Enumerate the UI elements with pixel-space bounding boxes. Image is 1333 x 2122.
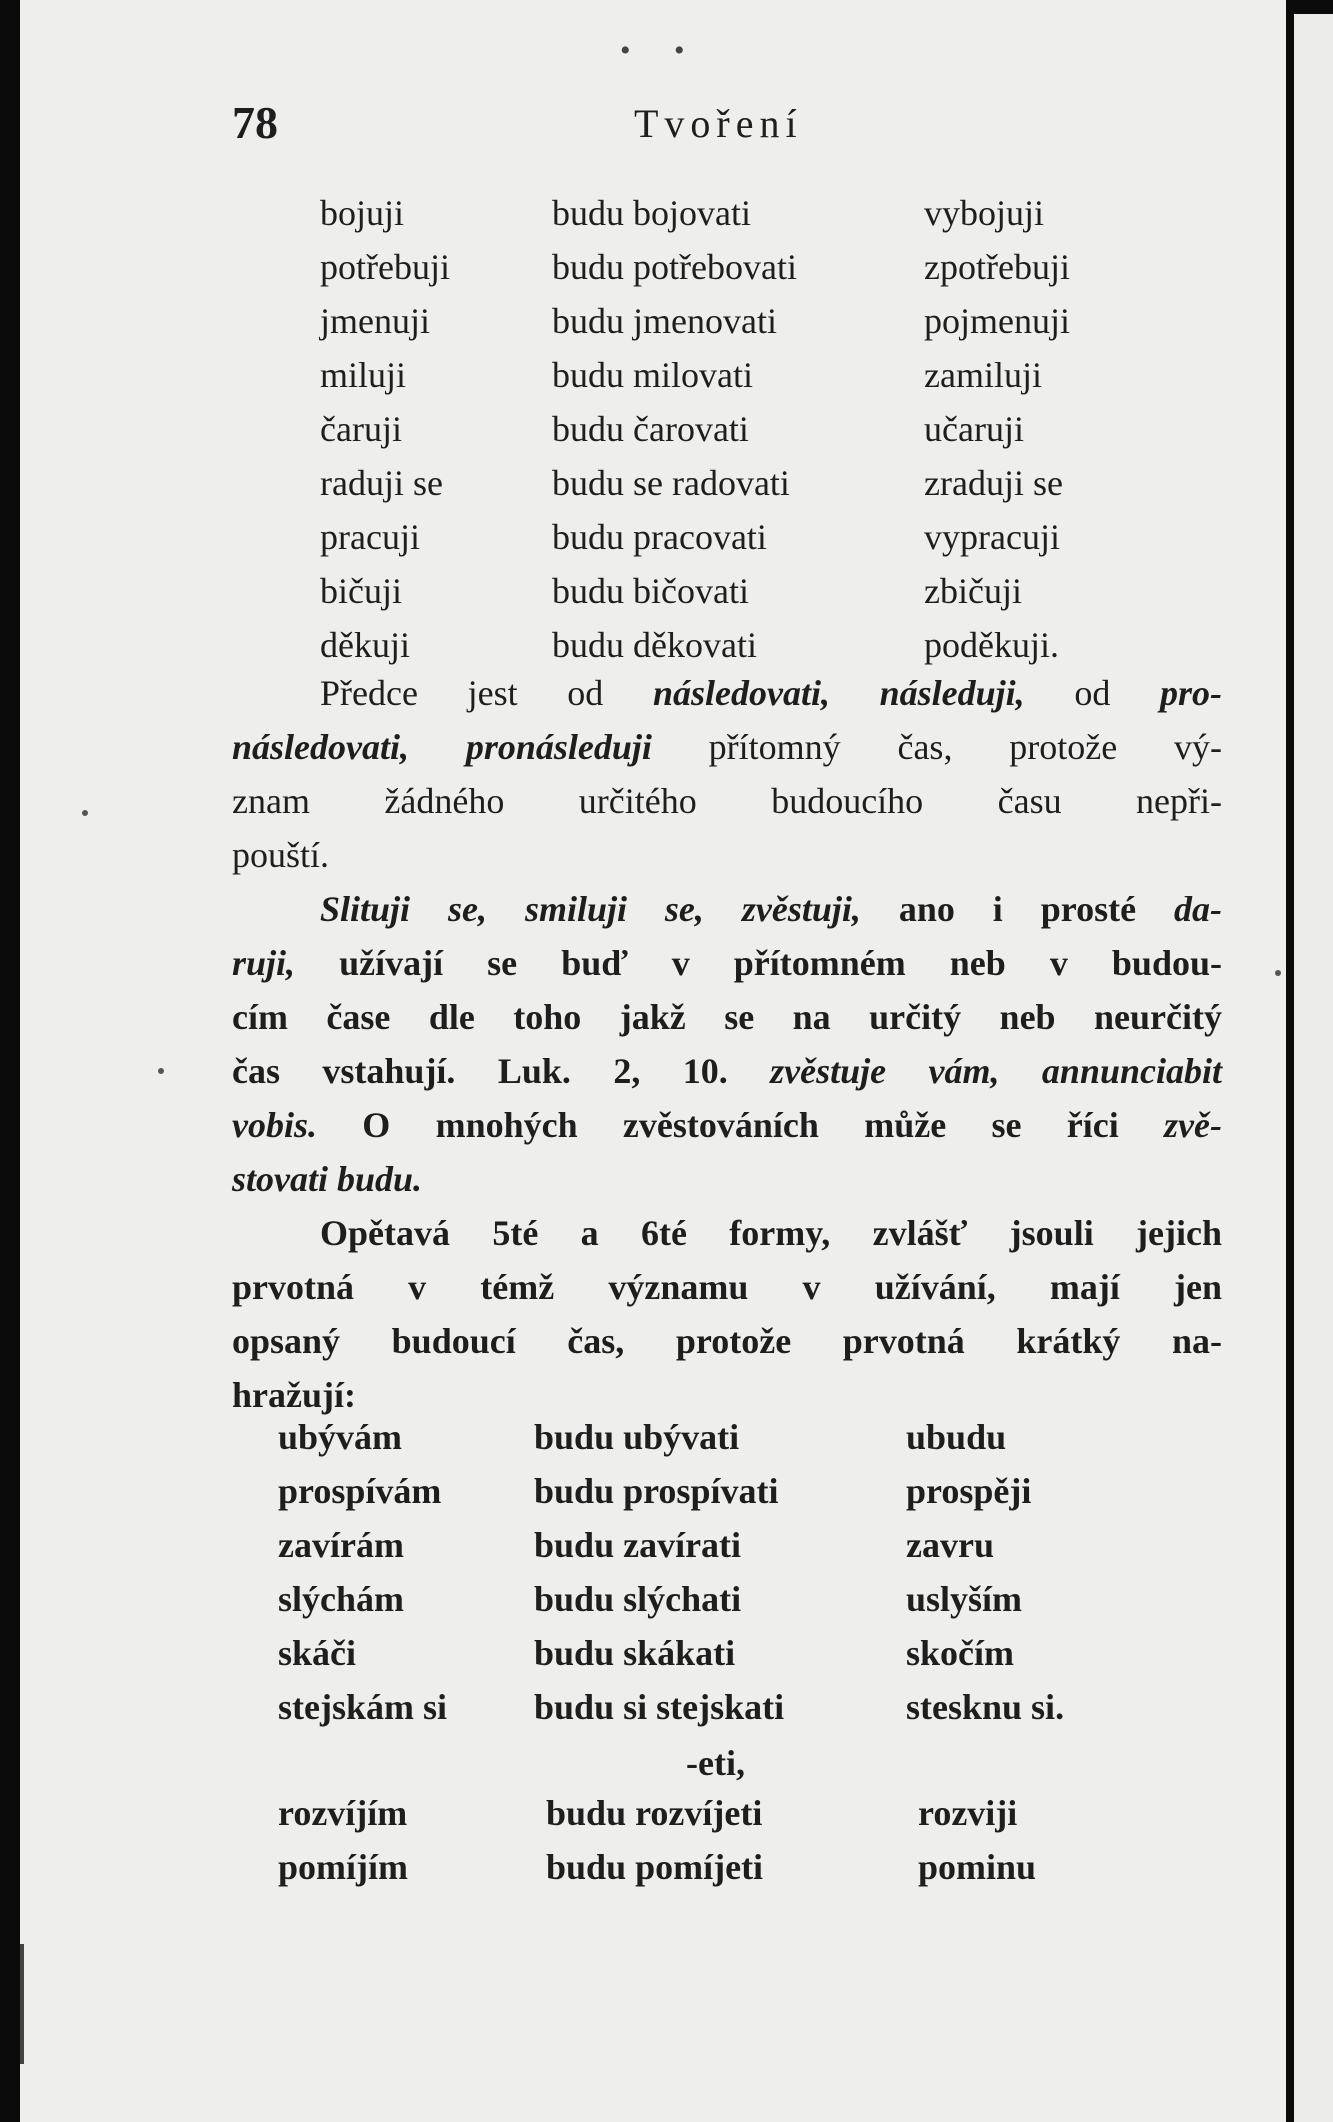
italic-term: následovati, (652, 673, 830, 713)
perfective-form: vypracuji (924, 517, 1060, 557)
future-form: budu pracovati (552, 517, 767, 557)
text-line (320, 888, 1222, 930)
perfective-form: zbičuji (924, 571, 1022, 611)
text: čas vstahují. Luk. 2, 10. (232, 1051, 771, 1091)
italic-term: následovati, (232, 727, 409, 767)
perfective-form: zamiluji (924, 355, 1042, 395)
text: od (1024, 673, 1161, 713)
text: Předce jest od (320, 673, 653, 713)
present-form: děkuji (320, 625, 410, 665)
perfective-form: pominu (918, 1847, 1037, 1887)
perfective-form: zpotřebuji (924, 247, 1070, 287)
perfective-form: zavru (906, 1525, 994, 1565)
italic-term: Slituji se, (320, 889, 487, 929)
present-form: bičuji (320, 571, 402, 611)
eti-label: -eti, (686, 1743, 745, 1783)
perfective-form: učaruji (924, 409, 1024, 449)
future-form: budu zavírati (534, 1525, 742, 1565)
future-form: budu ubývati (534, 1417, 740, 1457)
text-line: prvotná v témž významu v užívání, mají jen (232, 1267, 1222, 1307)
adjacent-page-strip (1294, 14, 1333, 2122)
text-line: opsaný budoucí čas, protože prvotná krátký na- (232, 1321, 1222, 1361)
text-line: Opětavá 5té a 6té formy, zvlášť jsouli jejich (320, 1213, 1222, 1253)
text-line (232, 1158, 1222, 1200)
text: přítomný čas, protože vý- (651, 727, 1222, 767)
iterative-form: rozvíjím (278, 1793, 408, 1833)
book-page (20, 0, 1286, 2122)
text-line (320, 672, 1222, 714)
present-form: raduji se (320, 463, 443, 503)
scan-speck (158, 1068, 164, 1074)
scan-speck (1275, 970, 1281, 976)
text: O mnohých zvěstováních může se říci (317, 1105, 1165, 1145)
page-number: 78 (232, 97, 278, 148)
text (704, 889, 742, 929)
italic-term: da- (1174, 889, 1223, 929)
top-dots: • • (620, 34, 703, 67)
future-form: budu potřebovati (552, 247, 797, 287)
future-form: budu prospívati (534, 1471, 779, 1511)
text-line: hražují: (232, 1375, 356, 1415)
scan-speck (82, 810, 88, 816)
future-form: budu slýchati (534, 1579, 742, 1619)
perfective-form: poděkuji. (924, 625, 1059, 665)
perfective-form: zraduji se (924, 463, 1063, 503)
present-form: čaruji (320, 409, 402, 449)
italic-term: zvěstuje vám, annunciabit (770, 1051, 1222, 1091)
present-form: bojuji (320, 193, 405, 233)
iterative-form: ubývám (278, 1417, 403, 1457)
future-form: budu rozvíjeti (546, 1793, 763, 1833)
iterative-form: slýchám (278, 1579, 404, 1619)
iterative-form: stejskám si (278, 1687, 447, 1727)
text-line: cím čase dle toho jakž se na určitý neb neurčitý (232, 997, 1222, 1037)
italic-term: zvě- (1164, 1105, 1222, 1145)
present-form: pracuji (320, 517, 420, 557)
future-form: budu si stejskati (534, 1687, 785, 1727)
text-line (232, 1104, 1222, 1146)
text-line: znam žádného určitého budoucího času nepři- (232, 781, 1222, 821)
italic-term: ruji, (232, 943, 296, 983)
scan-edge-line (20, 1944, 24, 2064)
iterative-form: skáči (278, 1633, 357, 1673)
perfective-form: ubudu (906, 1417, 1007, 1457)
italic-term: vobis. (232, 1105, 317, 1145)
iterative-form: prospívám (278, 1471, 442, 1511)
future-form: budu se radovati (552, 463, 790, 503)
text (409, 727, 466, 767)
future-form: budu děkovati (552, 625, 757, 665)
present-form: potřebuji (320, 247, 450, 287)
perfective-form: rozviji (918, 1793, 1018, 1833)
text-line (232, 726, 1222, 768)
running-head: Tvoření (634, 101, 803, 146)
iterative-form: zavírám (278, 1525, 404, 1565)
text: užívají se buď v přítomném neb v budou- (295, 943, 1222, 983)
italic-term: následuji, (879, 673, 1025, 713)
text-line (232, 1050, 1222, 1092)
present-form: jmenuji (320, 301, 430, 341)
iterative-form: pomíjím (278, 1847, 408, 1887)
text (830, 673, 880, 713)
future-form: budu čarovati (552, 409, 749, 449)
text-line (232, 942, 1222, 984)
present-form: miluji (320, 355, 407, 395)
perfective-form: prospěji (906, 1471, 1032, 1511)
future-form: budu skákati (534, 1633, 736, 1673)
perfective-form: skočím (906, 1633, 1014, 1673)
perfective-form: stesknu si. (906, 1687, 1065, 1727)
future-form: budu milovati (552, 355, 753, 395)
italic-term: smiluji se, (524, 889, 704, 929)
italic-term: pronásleduji (465, 727, 652, 767)
text (487, 889, 525, 929)
italic-term: stovati budu. (232, 1159, 423, 1199)
future-form: budu pomíjeti (546, 1847, 764, 1887)
perfective-form: uslyším (906, 1579, 1023, 1619)
future-form: budu jmenovati (552, 301, 777, 341)
future-form: budu bičovati (552, 571, 749, 611)
text: ano i prosté (860, 889, 1175, 929)
future-form: budu bojovati (552, 193, 751, 233)
italic-term: zvěstuji, (741, 889, 861, 929)
perfective-form: pojmenuji (924, 301, 1070, 341)
perfective-form: vybojuji (924, 193, 1045, 233)
italic-term: pro- (1160, 673, 1223, 713)
text-line: pouští. (232, 835, 330, 875)
